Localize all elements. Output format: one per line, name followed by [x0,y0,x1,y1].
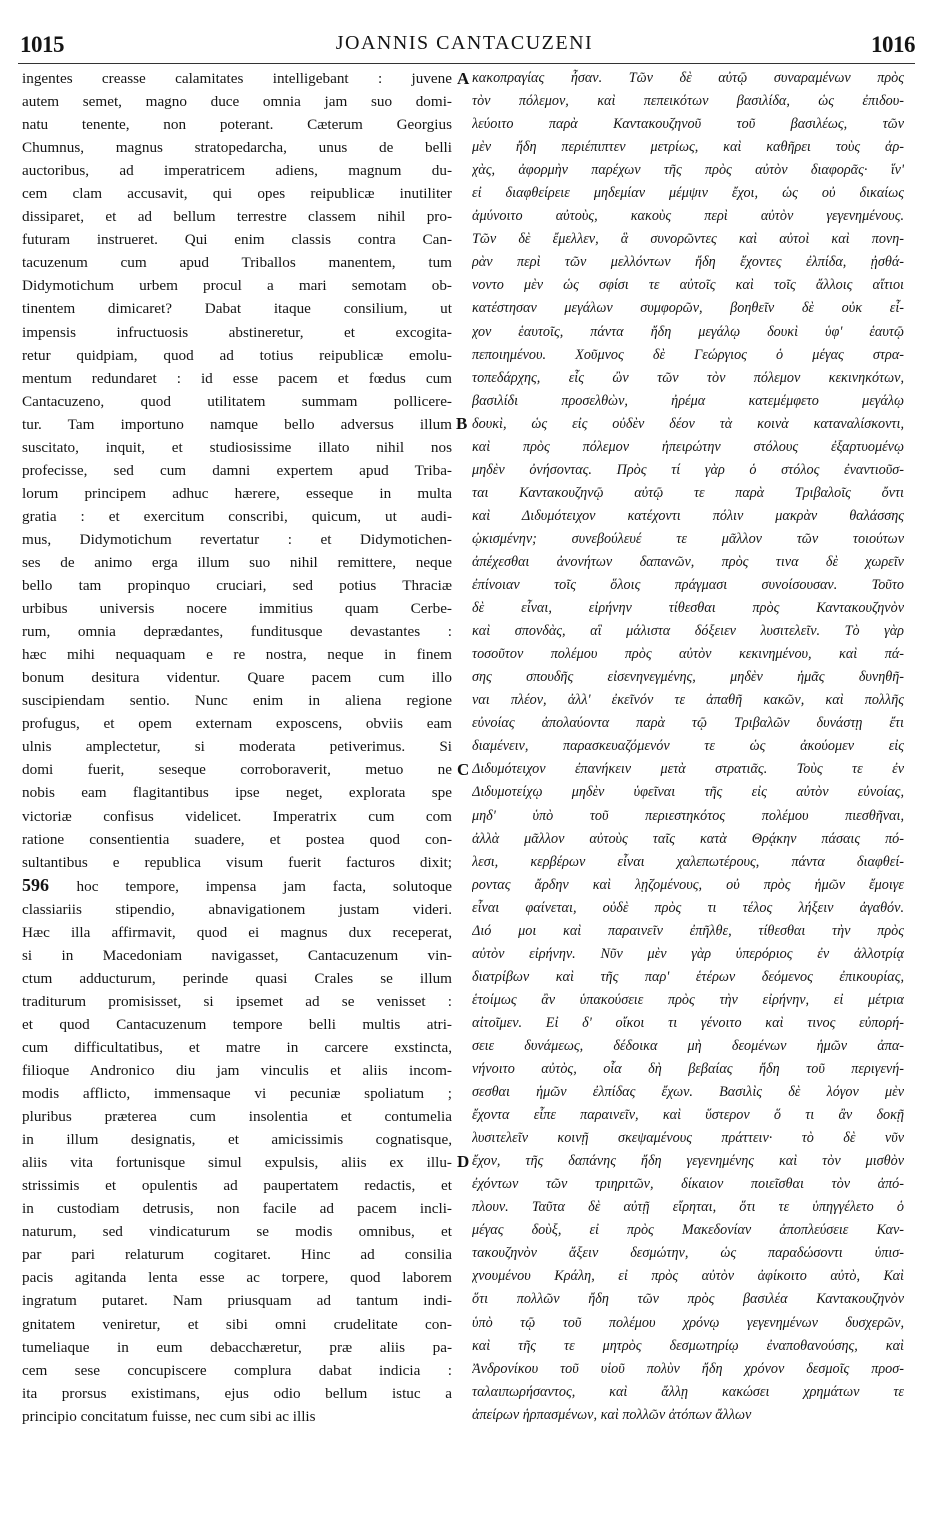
greek-line: ἀμύνοιτο αὐτοὺς, κακοὺς περὶ αὐτὸν γεγενημένους. [472,208,904,225]
latin-line: filioque Andronico diu jam vinculis et aliis incom- [22,1062,452,1080]
latin-line: cem clam accusavit, qui opes reipublicæ inutiliter [22,185,452,203]
greek-line: ρὰν περὶ τῶν μελλόντων ἤδη ἔχοντες ἐλπίδα, ᾐσθά- [472,254,904,271]
latin-line: pluribus præterea cum insolentia et contumelia [22,1108,452,1126]
greek-line: πλουν. Ταῦτα δὲ αὐτῇ εἴρηται, ὅτι τε ὑπηγγέλετο ὁ [472,1199,904,1216]
greek-line: αὐτὸν εἰρήνην. Νῦν μὲν γὰρ ὑπερόριος ἐν ἀλλοτρίᾳ [472,945,904,962]
greek-line: μέγας δοὺξ, εἰ πρὸς Μακεδονίαν ἀποπλεύσειε Καν- [472,1222,904,1239]
latin-line: ctum adducturum, perinde quasi Crales se illum [22,969,452,987]
greek-line: Διδυμοτείχῳ μηδὲν ὑφεῖναι τῆς εἰς αὐτὸν εὐνοίας, [472,784,904,801]
greek-line: χνουμένου Κράλη, εἰ πρὸς αὐτὸν ἀφίκοιτο αὐτὸ, Καὶ [472,1268,904,1285]
greek-line: βασιλίδι προσελθὼν, ἠρέμα κατεμέμφετο μεγάλῳ [472,392,904,409]
greek-line: χὰς, ἀφορμὴν παρέχων τῆς πρὸς αὐτὸν διαφορᾶς· ἵν' [472,162,904,179]
latin-line: cem sese concupiscere complura dabat indicia : [22,1361,452,1379]
margin-letter-d: D [457,1152,470,1171]
margin-letter-b: B [456,414,468,433]
latin-line: urbibus universis nocere immitius quam Cerbe- [22,600,452,618]
greek-line: διατρίβων καὶ τῆς παρ' ἑτέρων δεόμενος ἐπικουρίας, [472,968,904,985]
latin-line: lorum principem adhuc hærere, esseque in multa [22,484,452,502]
margin-letter-c: C [457,760,470,779]
latin-line: pacis agitanda lenta esse ac torpere, quod laborem [22,1269,452,1287]
latin-line: 596 hoc tempore, impensa jam facta, solutoque [22,874,452,895]
latin-line: Didymotichum urbem procul a mari semotam ob- [22,277,452,295]
latin-line: bello tam propinquo cruciari, sed potius Thraciæ [22,577,452,595]
greek-line: λεσι, κερβέρων εἶναι χαλεπωτέρους, πάντα διαφθεί- [472,853,904,870]
greek-line: τοσοῦτον πολέμου πρὸς αὐτὸν κεκινημένου, καὶ πά- [472,646,904,663]
running-title: JOANNIS CANTACUZENI [335,32,594,54]
latin-line: ingentes creasse calamitates intelligebant : juvene [22,70,452,87]
latin-line: auctoribus, ad imperatricem adiens, magnum du- [22,162,452,180]
latin-line: principio concitatum fuisse, nec cum sibi ac illis [22,1407,316,1425]
greek-line: ἑτοίμως ἂν ὑπακούσειε πρὸς τὴν εἰρήνην, εἰ μέτρια [472,991,904,1008]
greek-line: ἐπίνοιαν τοῖς ὅλοις πράγμασι συνοίσουσαν. Τοῦτο [472,577,904,594]
greek-line: ἔχοντα εἶπε παραινεῖν, καὶ ὕστερον ὅ τι ἂν δοκῇ [472,1107,904,1124]
latin-line: aliis vita fortunisque simul expulsis, aliis ex illu- [22,1154,452,1172]
greek-line: εὐνοίας ἀπολαύοντα παρὰ τῷ Τριβαλῶν δυνάστῃ ἔτι [472,715,904,732]
greek-line: σεσθαι ἡμῶν ἐλπίδας ἔχων. Βασιλὶς δὲ λόγον μὲν [472,1084,904,1101]
greek-line: μηδὲν ὀνήσοντας. Πρὸς τί γὰρ ὁ στόλος ἐναντιοῦσ- [472,461,904,478]
latin-line: impensis infructuosis abstineretur, et excogita- [22,323,452,341]
greek-line: εἰ διαφθείρειε μηδεμίαν μέμψιν ἔχοι, ὡς οὐ δικαίως [472,185,904,202]
greek-line: λυσιτελεῖν κοινῇ σκεψαμένους πράττειν· τὸ δὲ νῦν [472,1130,904,1147]
latin-line: victoriæ confisus videlicet. Imperatrix cum com [22,807,452,825]
greek-line: καὶ πρὸς πόλεμον ἠπειρώτην στόλους ἐξαρτυομένῳ [472,438,904,455]
greek-line: καὶ τῆς τε μητρὸς δεσμωτηρίῳ ἐναποθανούσης, καὶ [472,1337,904,1354]
latin-line: tinentem dimicaret? Dabat itaque consilium, ut [22,300,452,318]
greek-line: ἀπέχεσθαι ἀνονήτων δαπανῶν, πρὸς τινα δὲ χωρεῖν [472,553,904,570]
section-number: 596 [22,874,77,895]
latin-line: ratione consentientia suadere, et postea quod con- [22,830,452,848]
greek-line: Διδυμότειχον ἐπανήκειν μετὰ στρατιᾶς. Τοὺς τε ἐν [472,761,904,778]
greek-line: πεποιημένου. Χοῦμνος δὲ Γεώργιος ὁ μέγας στρα- [472,346,904,363]
latin-line: classiariis stipendio, abnavigationem justam videri. [22,900,452,918]
latin-line: autem semet, magno duce omnia jam suo domi- [22,93,452,111]
greek-line: αἰτοῖμεν. Εἰ δ' οἴκοι τι γένοιτο καὶ τινος εὐπορή- [472,1014,904,1031]
greek-line: δουκὶ, ὡς εἰς οὐδὲν δέον τὰ κοινὰ καταναλίσκοντι, [472,415,904,432]
latin-line: suscitato, inquit, et studiosissime illato nihil nos [22,438,452,456]
latin-line: ingratum putaret. Nam priusquam ad tantum indi- [22,1292,452,1310]
latin-line: ita prorsus existimans, ejus odio bellum istuc a [22,1384,452,1402]
latin-line: domi fuerit, seseque corroboraverit, metuo ne [22,761,452,779]
greek-line: ὅτι πολλῶν ἤδη τῶν πρὸς βασιλέα Καντακουζηνὸν [472,1291,904,1308]
greek-line: τοπεδάρχης, εἷς ὢν τῶν τὸν πόλεμον κεκινηκότων, [472,369,904,386]
latin-line: tumeliaque in eum debacchæretur, præ aliis pa- [22,1338,452,1356]
greek-line: Ἀνδρονίκου τοῦ υἱοῦ πολὺν ἤδη χρόνον δεσμοῖς προσ- [472,1360,904,1377]
greek-line: χον ἑαυτοῖς, πάντα ἤδη μεγάλῳ δουκὶ ὑφ' ἑαυτῷ [472,323,904,340]
latin-line: mentum redundaret : id esse pacem et fœdus cum [22,369,452,387]
latin-line: par pari relaturum cogitaret. Hinc ad consilia [22,1246,452,1264]
latin-line: profugus, et opem externam exposcens, obviis eam [22,715,452,733]
greek-line: ταλαιπωρήσαντος, καὶ ἄλλῃ κακώσει χρημάτων τε [472,1383,904,1400]
greek-line: δὲ εἶναι, εἰρήνην τίθεσθαι πρὸς Καντακουζηνὸν [472,600,904,617]
latin-line: rum, omnia deprædantes, funditusque devastantes : [22,623,452,641]
latin-line: naturum, sed vindicaturum se modis omnibus, et [22,1223,452,1241]
latin-line: mus, Didymotichum revertatur : et Didymotichen- [22,530,452,548]
greek-line: ᾠκισμένην; συνεβούλευέ τε μᾶλλον τῶν τοιούτων [472,530,904,547]
latin-line: profecisse, sed cum damni expertem apud Triba- [22,461,452,479]
greek-line: νήνοιτο αὐτὸς, οἷα δὴ βεβαίας ἤδη τοῦ περιγενή- [472,1061,904,1078]
latin-line: strissimis et opulentis ad paupertatem redactis, et [22,1177,452,1195]
latin-line: modis afflicto, immensaque vi pecuniæ spoliatum ; [22,1085,452,1103]
margin-letter-a: A [457,69,470,88]
latin-line: in illum designatis, et amicissimis cognatisque, [22,1131,452,1149]
latin-line: sultantibus e republica visum fuerit facturos dixit; [22,853,452,871]
latin-line: Cantacuzeno, quod utilitatem summam pollicere- [22,392,452,410]
greek-column [472,67,904,1427]
greek-line: τακουζηνὸν ἄξειν δεσμώτην, ὡς παραδώσοντι ὑπισ- [472,1245,904,1262]
latin-line: tur. Tam importuno namque bello adversus illum [22,415,452,433]
greek-line: ἐχόντων τῶν τριηριτῶν, δίκαιον ποιεῖσθαι τὸν ἀπό- [472,1176,904,1193]
latin-line: retur quidpiam, quod ad totius reipublicæ emolu- [22,346,452,364]
latin-line: gratia : et exercitum conscribi, quicum, ut audi- [22,507,452,525]
greek-line: διαμένειν, παρασκευαζόμενόν τε ὡς ἀκούομεν εἰς [472,738,904,755]
latin-column [22,67,452,1428]
greek-line: καὶ σπονδὰς, αἳ μάλιστα δόξειεν λυσιτελεῖν. Τὸ γὰρ [472,623,904,640]
latin-line: hæc mihi nequaquam e re nostra, neque in finem [22,646,452,664]
greek-line: κακοπραγίας ἦσαν. Τῶν δὲ αὐτῷ συναραμένων πρὸς [472,70,904,86]
greek-line: νοντο μὲν ὡς σφίσι τε αὐτοῖς καὶ τοῖς ἄλλοις αἴτιοι [472,277,904,294]
latin-line: in custodiam detrusis, non facile ad pacem incli- [22,1200,452,1218]
running-header [0,26,929,62]
greek-line: σης σπουδῆς εἰσενηνεγμένης, μηδὲν ἡμᾶς δυνηθῆ- [472,669,904,686]
latin-line: suscipiendam sentio. Nunc enim in aliena regione [22,692,452,710]
latin-line: cum difficultatibus, et matre in carcere exstincta, [22,1038,452,1056]
header-rule [18,63,915,64]
greek-line: καὶ Διδυμότειχον κατέχοντι πόλιν μακρὰν θαλάσσης [472,507,904,524]
greek-line: ροντας ἄρδην καὶ λῃζομένους, οὐ πρὸς ἡμῶν ἔμοιγε [472,876,904,893]
latin-line: bonum desitura videntur. Quare pacem cum illo [22,669,452,687]
latin-line: Chumnus, magnus stratopedarcha, unus de belli [22,139,452,157]
latin-line: si in Macedoniam navigasset, Cantacuzenum vin- [22,946,452,964]
greek-line: μὲν ἤδη περιέπιπτεν μετρίως, καὶ καθῆρει τοὺς ἀρ- [472,139,904,156]
greek-line: ναι πλέον, ἀλλ' ἐκεῖνόν τε ἀπαθῆ κακῶν, καὶ πολλῆς [472,692,904,709]
latin-line: ses de animo erga illum suo nihil remittere, neque [22,553,452,571]
latin-line: ulnis amplectetur, si moderata petiverimus. Si [22,738,452,756]
greek-line: ἔχον, τῆς δαπάνης ἤδη γεγενημένης καὶ τὸν μισθὸν [472,1153,904,1170]
latin-line: natu tenente, non poterant. Cæterum Georgius [22,116,452,134]
greek-line: μηδ' ὑπὸ τοῦ περιεστηκότος πολέμου πιεσθῆναι, [472,807,904,824]
greek-line: κατέστησαν μεγάλων συμφορῶν, βοηθεῖν δὲ οὐκ εἶ- [472,300,904,317]
latin-line: futuram instrueret. Qui enim classis contra Can- [22,231,452,249]
greek-line: σειε δυνάμεως, δέδοικα μὴ δεομένων ἡμῶν ἀπα- [472,1037,904,1054]
latin-line: gnitatem veniretur, et sibi omni crudelitate con- [22,1315,452,1333]
greek-line: εἶναι φαίνεται, οὐδὲ πρὸς τι τέλος λήξειν ἀγαθόν. [472,899,904,916]
greek-line: ται Καντακουζηνῷ αὐτῷ τε παρὰ Τριβαλοῖς ὄντι [472,484,904,501]
right-page-number: 1016 [871,32,915,57]
left-page-number: 1015 [20,32,64,57]
greek-line: Τῶν δὲ ἔμελλεν, ἃ συνορῶντες καὶ αὐτοὶ καὶ πονη- [472,231,904,248]
greek-line: ὑπὸ τῷ τοῦ πολέμου χρόνῳ γεγενημένων δυσχερῶν, [472,1314,904,1331]
latin-line: tacuzenum cum apud Triballos manentem, tum [22,254,452,272]
latin-line: Hæc illa affirmavit, quod ei magnus dux receperat, [22,923,452,941]
greek-line: ἀλλὰ μᾶλλον αὐτοὺς ταῖς κατὰ Θρᾴκην πάσαις πό- [472,830,904,847]
greek-line: τὸν πόλεμον, καὶ πεπεικότων βασιλίδα, ὡς ἐπιδου- [472,93,904,110]
latin-line: et quod Cantacuzenum tempore belli multis atri- [22,1015,452,1033]
latin-line: nobis eam flagitantibus ipse neget, explorata spe [22,784,452,802]
greek-line: λεύοιτο παρὰ Καντακουζηνοῦ τοῦ βασιλέως, τῶν [472,116,904,133]
latin-line: traditurum promisisset, si ipsemet ad se venisset : [22,992,452,1010]
latin-line: dissiparet, et ad bellum terrestre classem nihil pro- [22,208,452,226]
greek-line: Διό μοι καὶ παραινεῖν ἐπῆλθε, τίθεσθαι τὴν πρὸς [472,922,904,939]
greek-line: ἀπείρων ἡρπασμένων, καὶ πολλῶν ἀτόπων ἄλλων [472,1406,752,1423]
